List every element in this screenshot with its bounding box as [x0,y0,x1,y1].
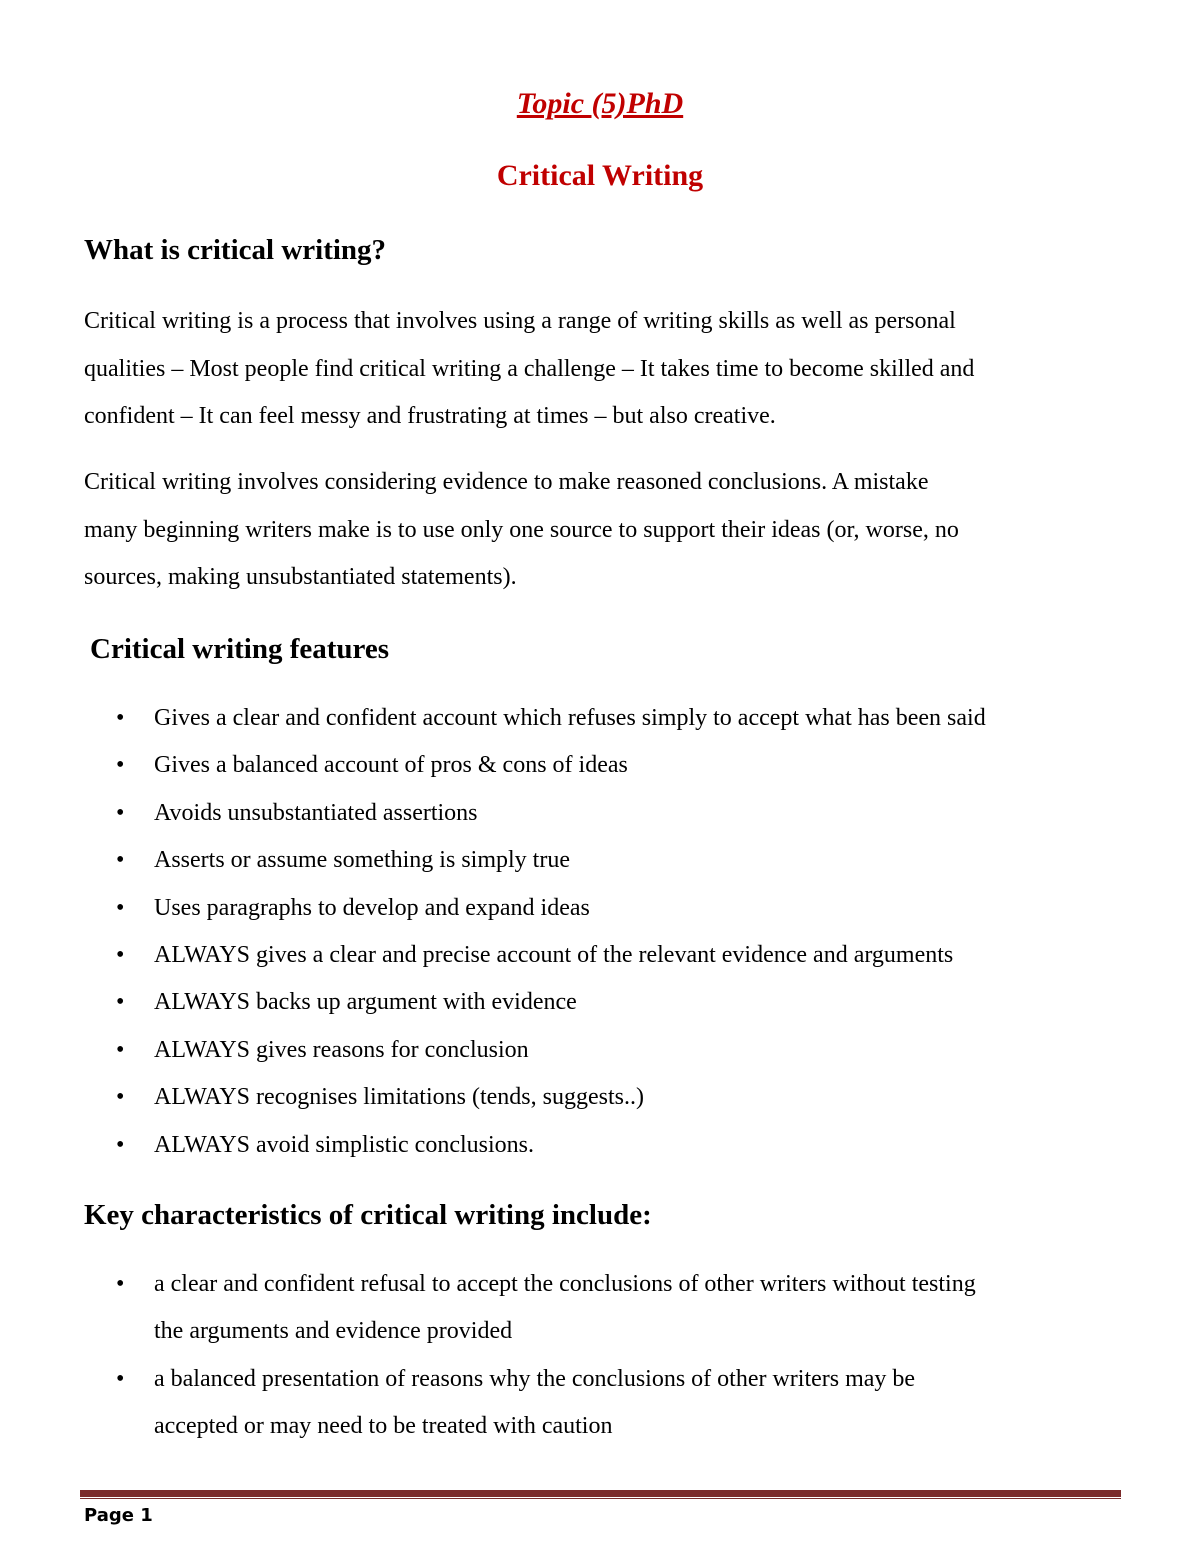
features-list [0,695,1140,1169]
paragraph-line: Critical writing is a process that involves using a range of writing skills as well as personal [84,308,956,334]
bullet-icon: • [116,799,125,826]
bullet-icon: • [116,847,125,874]
list-item: • Gives a clear and confident account which refuses simply to accept what has been said [0,695,1140,742]
section-heading-what-is: What is critical writing? [84,234,387,266]
bullet-icon: • [116,1271,125,1297]
bullet-icon: • [116,1131,125,1158]
topic-title: Topic (5)PhD [516,87,684,120]
list-item: • Asserts or assume something is simply true [0,837,1140,884]
footer-divider-thin [80,1498,1121,1499]
list-item: • Gives a balanced account of pros & cons of ideas [0,742,1140,789]
paragraph-line: many beginning writers make is to use only one source to support their ideas (or, worse, no [84,516,959,543]
paragraph-line: confident – It can feel messy and frustrating at times – but also creative. [84,403,776,429]
bullet-icon: • [116,1036,125,1063]
list-item: • ALWAYS backs up argument with evidence [0,979,1140,1026]
bullet-icon: • [116,942,125,969]
bullet-icon: • [116,752,125,779]
paragraph-line: Critical writing involves considering evidence to make reasoned conclusions. A mistake [84,469,929,495]
list-item: • ALWAYS gives a clear and precise account of the relevant evidence and arguments [0,932,1140,979]
list-item: • Avoids unsubstantiated assertions [0,790,1140,837]
characteristics-list [0,1261,1140,1451]
list-item: • ALWAYS gives reasons for conclusion [0,1027,1140,1074]
paragraph-line: sources, making unsubstantiated statements). [84,564,517,590]
section-heading-features: Critical writing features [90,633,390,665]
paragraph-definition [84,298,1124,441]
list-item: • ALWAYS avoid simplistic conclusions. [0,1122,1140,1169]
footer-divider [80,1490,1121,1497]
bullet-icon: • [116,705,125,731]
page-number: Page 1 [84,1505,153,1526]
document-title: Critical Writing [496,159,704,192]
bullet-icon: • [116,1365,125,1392]
bullet-icon: • [116,894,125,921]
paragraph-line: qualities – Most people find critical writing a challenge – It takes time to become skilled and [84,355,975,382]
list-item: • a balanced presentation of reasons why the conclusions of other writers may be accepted or may need to be treated with caution [0,1356,1140,1451]
list-item: • Uses paragraphs to develop and expand ideas [0,885,1140,932]
bullet-icon: • [116,989,125,1016]
list-item: • a clear and confident refusal to accept the conclusions of other writers without testing the arguments and evidence provided [0,1261,1140,1356]
section-heading-characteristics: Key characteristics of critical writing include: [84,1199,652,1231]
bullet-icon: • [116,1084,125,1111]
paragraph-evidence [84,459,1124,602]
list-item: • ALWAYS recognises limitations (tends, suggests..) [0,1074,1140,1121]
